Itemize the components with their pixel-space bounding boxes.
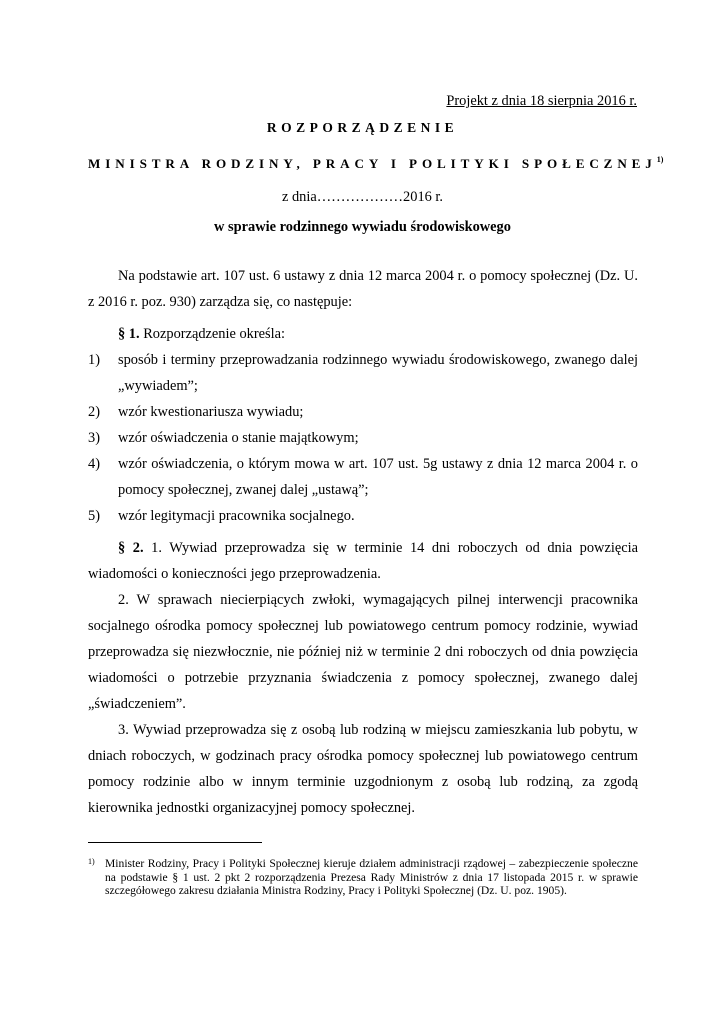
section-1-intro-text: Rozporządzenie określa: — [143, 326, 286, 342]
list-item-text: wzór oświadczenia o stanie majątkowym; — [118, 430, 359, 446]
list-item-number: 5) — [88, 508, 100, 524]
section-2-paragraph-3: 3. Wywiad przeprowadza się z osobą lub rodziną w miejscu zamieszkania lub pobytu, w dniach roboczych, w godzinach pracy ośrodka pomocy społecznej lub powiatowego centrum pomocy rodzinie albo w innym terminie uzgodnionym z osobą lub rodziną, za zgodą kierownika jednostki organizacyjnej pomocy społecznej. — [88, 722, 638, 816]
list-item-text: wzór oświadczenia, o którym mowa w art. 107 ust. 5g ustawy z dnia 12 marca 2004 r. o pomocy społecznej, zwanej dalej „ustawą”; — [118, 456, 638, 498]
list-item-number: 3) — [88, 430, 100, 446]
section-2-label: § 2. — [118, 540, 144, 556]
section-2-p1-text: 1. Wywiad przeprowadza się w terminie 14 dni roboczych od dnia powzięcia wiadomości o konieczności jego przeprowadzenia. — [88, 540, 638, 582]
list-item — [88, 347, 638, 399]
document-title: ROZPORZĄDZENIE — [266, 120, 459, 135]
section-1-intro — [88, 321, 638, 347]
section-1-label: § 1. — [118, 326, 140, 342]
footnote-reference: 1) — [656, 155, 664, 164]
draft-date-header: Projekt z dnia 18 sierpnia 2016 r. — [446, 93, 637, 109]
footnote-number: 1) — [88, 857, 95, 866]
list-item — [88, 503, 638, 529]
list-item-text: wzór kwestionariusza wywiadu; — [118, 404, 304, 420]
list-item — [88, 399, 638, 425]
list-item-text: sposób i terminy przeprowadzania rodzinnego wywiadu środowiskowego, zwanego dalej „wywiadem”; — [118, 352, 638, 394]
footnote-text: Minister Rodziny, Pracy i Polityki Społecznej kieruje działem administracji rządowej – zabezpieczenie społeczne na podstawie § 1 ust. 2 pkt 2 rozporządzenia Prezesa Rady Ministrów z dnia 17 listopada 2015 r. w sprawie szczegółowego zakresu działania Ministra Rodziny, Pracy i Polityki Społecznej (Dz. U. poz. 1905). — [105, 857, 638, 898]
list-item-number: 2) — [88, 404, 100, 420]
preamble: Na podstawie art. 107 ust. 6 ustawy z dnia 12 marca 2004 r. o pomocy społecznej (Dz. U. z 2016 r. poz. 930) zarządza się, co następuje: — [88, 268, 638, 310]
list-item — [88, 451, 638, 503]
ministry-heading — [88, 155, 664, 172]
regulation-subject: w sprawie rodzinnego wywiadu środowiskowego — [214, 219, 511, 235]
list-item-number: 4) — [88, 456, 100, 472]
issue-date: z dnia………………2016 r. — [281, 189, 444, 205]
document-body — [88, 263, 638, 821]
footnote — [88, 857, 638, 898]
list-item-text: wzór legitymacji pracownika socjalnego. — [118, 508, 355, 524]
section-2-paragraph-2: 2. W sprawach niecierpiących zwłoki, wymagających pilnej interwencji pracownika socjalnego ośrodka pomocy społecznej lub powiatowego centrum pomocy rodzinie, wywiad przeprowadza się niezwłocznie, nie później niż w terminie 2 dni roboczych od dnia powzięcia wiadomości o potrzebie przyznania świadczenia z pomocy społecznej, zwanego dalej „świadczeniem”. — [88, 592, 638, 712]
list-item — [88, 425, 638, 451]
section-2-paragraph-1 — [88, 535, 638, 587]
list-item-number: 1) — [88, 352, 100, 368]
footnote-divider — [88, 842, 262, 843]
ministry-name: MINISTRA RODZINY, PRACY I POLITYKI SPOŁECZNEJ — [88, 156, 657, 171]
